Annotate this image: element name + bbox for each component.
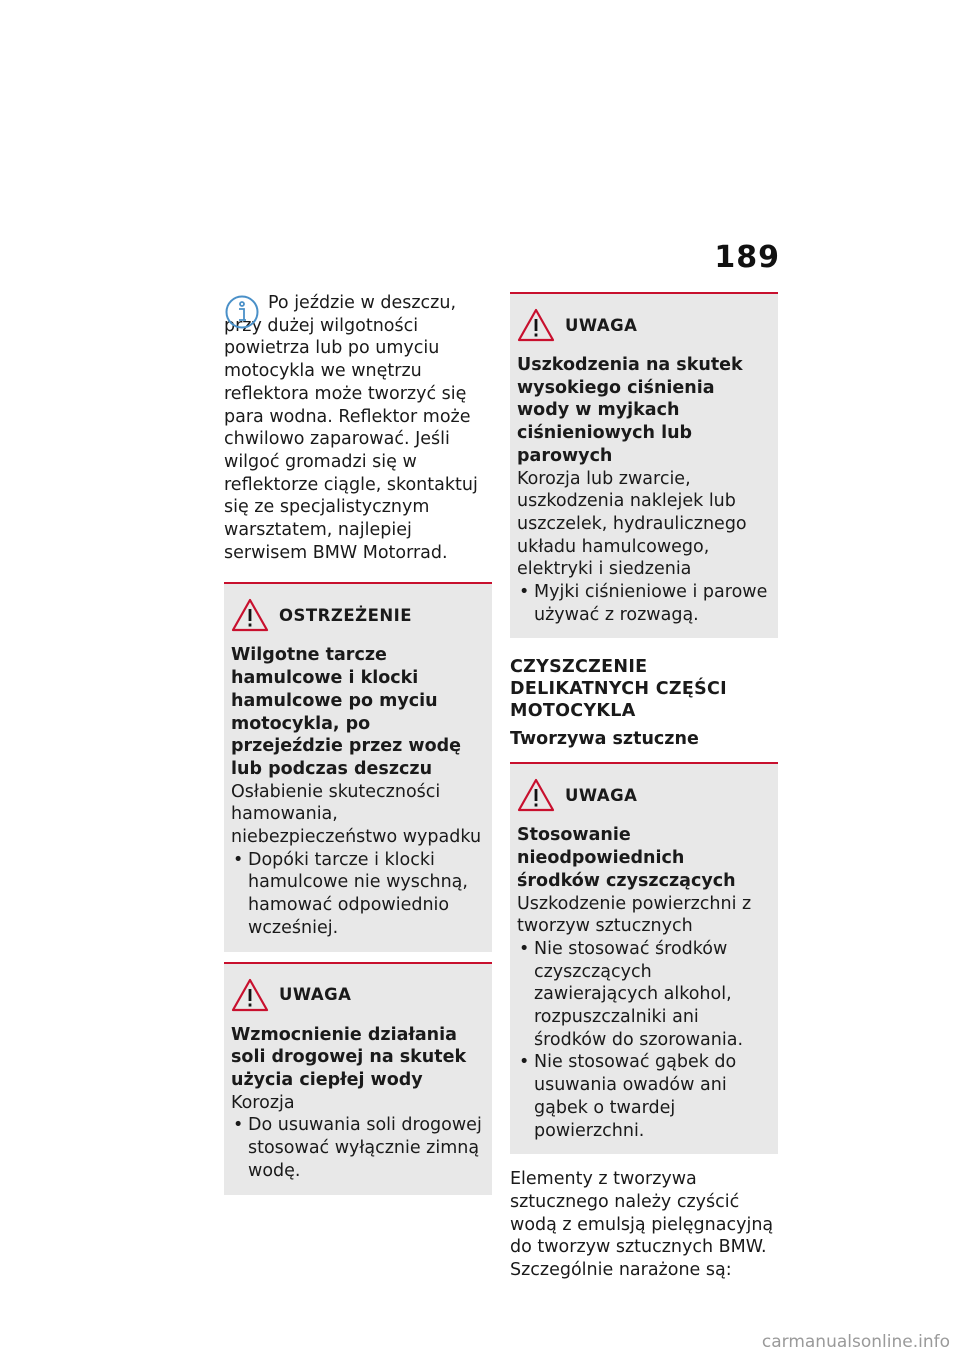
warning-box-uwaga [224, 962, 492, 1195]
watermark: carmanualsonline.info [761, 1332, 950, 1352]
warning-bullets [517, 581, 770, 626]
warning-box-uwaga [510, 292, 778, 638]
warning-header [231, 598, 484, 632]
warning-title: Wzmocnienie działania soli drogowej na skutek użycia ciepłej wody [231, 1024, 467, 1090]
warning-body: Uszkodzenie powierzchni z tworzyw sztucznych [517, 893, 752, 937]
warning-bullets [231, 1114, 484, 1182]
warning-triangle-icon [231, 978, 269, 1012]
list-item: • Dopóki tarcze i klocki hamulcowe nie wyschną, hamować odpowiednio wcześniej. [231, 849, 484, 940]
list-item: • Myjki ciśnieniowe i parowe używać z rozwagą. [517, 581, 770, 626]
warning-label: UWAGA [565, 315, 638, 335]
warning-bullets [231, 849, 484, 940]
list-item: • Nie stosować środków czyszczących zawierających alkohol, rozpuszczalniki ani środków do szorowania. [517, 938, 770, 1052]
warning-title: Wilgotne tarcze hamulcowe i klocki hamulcowe po myciu motocykla, po przejeździe przez wodę lub podczas deszczu [231, 645, 462, 779]
warning-triangle-icon [517, 778, 555, 812]
sub-heading: Tworzywa sztuczne [510, 729, 699, 750]
warning-box-uwaga [510, 762, 778, 1154]
section-heading: CZYSZCZENIE DELIKATNYCH CZĘŚCI MOTOCYKLA [510, 657, 727, 722]
info-icon [224, 294, 260, 330]
page-number: 189 [714, 240, 780, 275]
list-item: • Do usuwania soli drogowej stosować wyłącznie zimną wodę. [231, 1114, 484, 1182]
warning-triangle-icon [517, 308, 555, 342]
warning-label: UWAGA [279, 985, 352, 1005]
warning-box-ostrzezenie [224, 582, 492, 951]
warning-body: Korozja [231, 1092, 295, 1113]
info-paragraph [224, 292, 492, 564]
warning-label: UWAGA [565, 785, 638, 805]
warning-title: Uszkodzenia na skutek wysokiego ciśnienia wody w myjkach ciśnieniowych lub parowych [517, 355, 743, 466]
left-column [224, 292, 492, 1195]
list-item: • Nie stosować gąbek do usuwania owadów ani gąbek o twardej powierzchni. [517, 1051, 770, 1142]
right-column [510, 292, 778, 1282]
warning-body: Osłabienie skuteczności hamowania, niebezpieczeństwo wypadku [231, 781, 482, 848]
warning-header [517, 778, 770, 812]
warning-triangle-icon [231, 598, 269, 632]
warning-body: Korozja lub zwarcie, uszkodzenia naklejek lub uszczelek, hydraulicznego układu hamulcowego, elektryki i siedzenia [517, 468, 747, 580]
warning-title: Stosowanie nieodpowiednich środków czyszczących [517, 825, 736, 891]
info-text: Po jeździe w deszczu, przy dużej wilgotności powietrza lub po umyciu motocykla we wnętrzu reflektora może tworzyć się para wodna. Reflektor może chwilowo zaparować. Jeśli wilgoć gromadzi się w reflektorze ciągle, skontaktuj się ze specjalistycznym warsztatem, najlepiej serwisem BMW Motorrad. [224, 293, 478, 563]
body-paragraph: Elementy z tworzywa sztucznego należy czyścić wodą z emulsją pielęgnacyjną do tworzyw sztucznych BMW. Szczególnie narażone są: [510, 1169, 774, 1281]
warning-header [517, 308, 770, 342]
warning-header [231, 978, 484, 1012]
warning-bullets [517, 938, 770, 1142]
warning-label: OSTRZEŻENIE [279, 605, 413, 625]
